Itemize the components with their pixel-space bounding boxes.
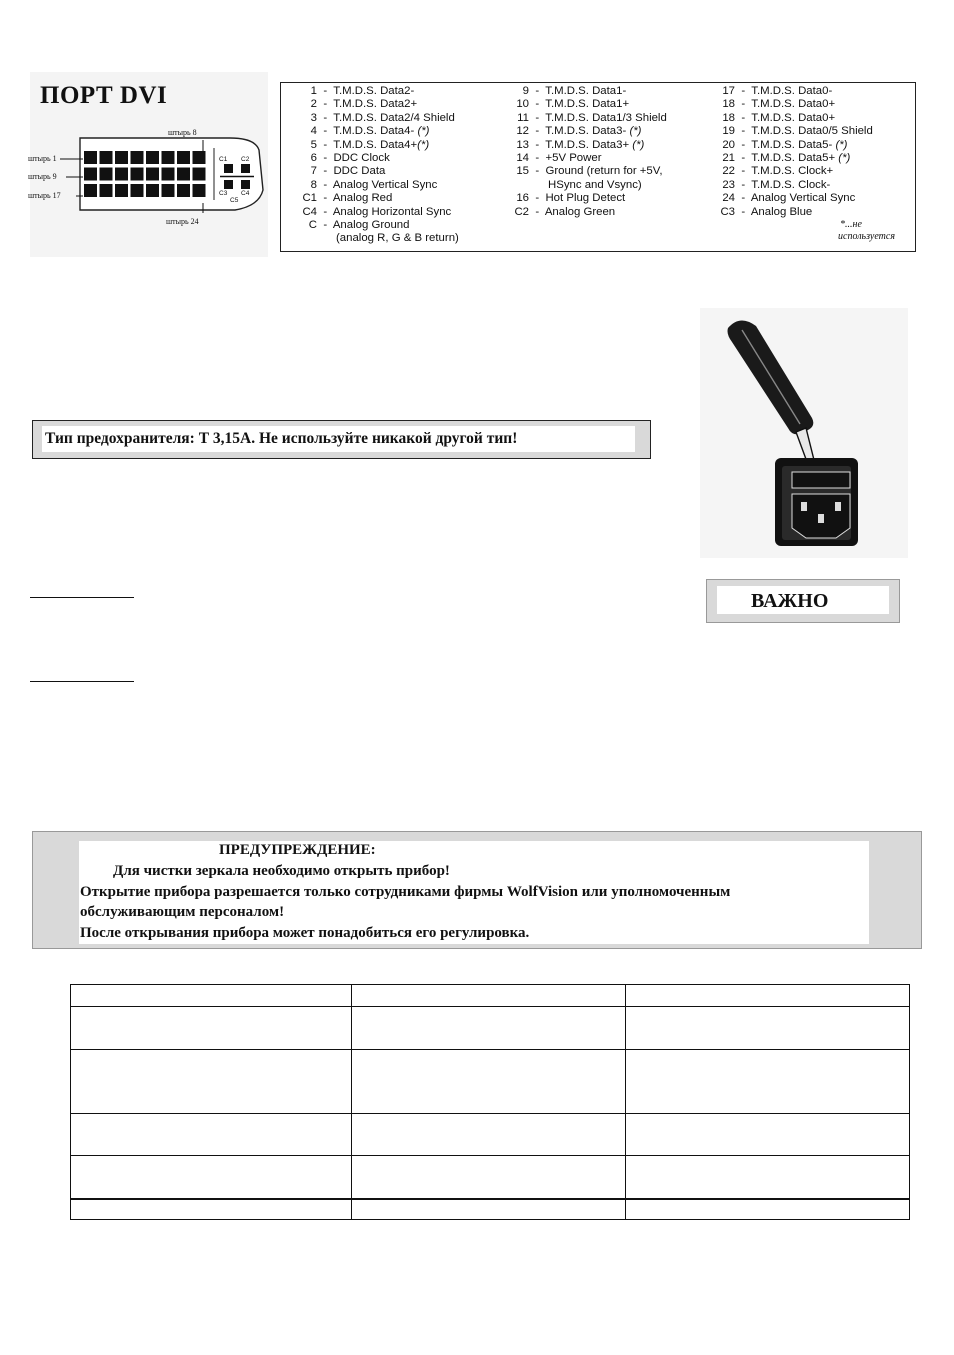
digital-pin-2	[100, 151, 113, 164]
pin-number: 17	[722, 85, 735, 97]
c3-label: C3	[219, 190, 228, 197]
pin-signal: T.M.D.S. Data3- (*)	[545, 125, 642, 138]
pin-number: 23	[722, 178, 735, 191]
pin-signal: Hot Plug Detect	[545, 192, 626, 205]
pin-row: C3 - Analog Blue	[709, 206, 873, 219]
pin-number: 19	[722, 125, 735, 138]
footnote-line-1: *...не	[840, 219, 862, 230]
analog-pin-c3	[224, 180, 233, 189]
pin-row: 23 - T.M.D.S. Clock-	[709, 179, 873, 192]
pin-number: 4	[310, 125, 317, 138]
underline-rule-1	[30, 597, 134, 598]
dvi-title: ПОРТ DVI	[40, 82, 168, 109]
pin-signal: DDC Clock	[333, 152, 390, 165]
digital-pin-18	[100, 184, 113, 197]
table-row	[71, 1114, 910, 1156]
analog-pin-c1	[224, 164, 233, 173]
pin-signal: T.M.D.S. Data2-	[333, 85, 415, 97]
pin-number: C	[308, 219, 317, 232]
pin-row: 4 - T.M.D.S. Data4- (*)	[289, 125, 459, 138]
pin-number: 7	[310, 165, 317, 178]
pin-row	[289, 232, 459, 245]
pin-number: 14	[516, 152, 529, 165]
pin-row: 11 - T.M.D.S. Data1/3 Shield	[503, 112, 667, 125]
pin-signal: T.M.D.S. Data3+ (*)	[545, 138, 645, 151]
pin-signal: T.M.D.S. Data1/3 Shield	[545, 111, 667, 124]
warning-line-1: Для чистки зеркала необходимо открыть прибор!	[113, 863, 450, 879]
underline-rule-2	[30, 681, 134, 682]
pin-signal: HSync and Vsync)	[548, 178, 642, 191]
pin-signal: Analog Red	[332, 192, 393, 205]
table-row	[71, 985, 910, 1007]
pin-row: 21 - T.M.D.S. Data5+ (*)	[709, 152, 873, 165]
pin-number: 3	[310, 111, 317, 124]
pin-signal: T.M.D.S. Data5+ (*)	[751, 152, 851, 165]
pin-signal: T.M.D.S. Data1-	[545, 85, 627, 97]
pin-row: 18 - T.M.D.S. Data0+	[709, 98, 873, 111]
pin-column-2	[503, 85, 667, 219]
pin-number: 12	[516, 125, 529, 138]
pin-signal: T.M.D.S. Data0+	[751, 98, 836, 111]
digital-pin-8	[193, 151, 206, 164]
pin-number: 11	[517, 111, 529, 124]
important-label	[706, 579, 900, 623]
digital-pin-4	[131, 151, 144, 164]
table-row	[71, 1050, 910, 1114]
fuse-notice	[32, 420, 651, 459]
warning-title: ПРЕДУПРЕЖДЕНИЕ:	[219, 842, 376, 858]
pin-row: C1 - Analog Red	[289, 192, 459, 205]
pin-signal: Analog Horizontal Sync	[332, 205, 452, 218]
pin-signal: Analog Green	[544, 205, 616, 218]
footnote	[838, 219, 895, 243]
pin-number: C3	[720, 205, 735, 218]
pin-row: 14 - +5V Power	[503, 152, 667, 165]
pin8-label: штырь 8	[168, 128, 197, 137]
pin-signal: Ground (return for +5V,	[545, 165, 663, 178]
digital-pin-19	[115, 184, 128, 197]
screwdriver-fuse-illustration	[700, 308, 908, 558]
c2-label: C2	[241, 156, 250, 163]
pin-signal: (analog R, G & B return)	[336, 232, 459, 245]
pin-signal: T.M.D.S. Data4+(*)	[333, 138, 430, 151]
pin-row	[503, 179, 667, 192]
pin-row: 7 - DDC Data	[289, 165, 459, 178]
digital-pin-17	[84, 184, 97, 197]
digital-pin-9	[84, 168, 97, 181]
pin-number: C2	[514, 205, 529, 218]
digital-pin-21	[146, 184, 159, 197]
pin-signal: T.M.D.S. Data0-	[751, 85, 833, 97]
digital-pin-15	[177, 168, 190, 181]
pin-number: 2	[310, 98, 317, 111]
pin-signal: T.M.D.S. Clock+	[751, 165, 834, 178]
c5-label: C5	[230, 197, 239, 204]
digital-pin-24	[193, 184, 206, 197]
pin-number: 24	[722, 192, 735, 205]
table-row	[71, 1199, 910, 1220]
pin-signal: T.M.D.S. Data4- (*)	[333, 125, 430, 138]
pin-number: C4	[302, 205, 317, 218]
pin1-label: штырь 1	[28, 154, 57, 163]
pin-column-1	[289, 85, 459, 246]
pin-row: 18 - T.M.D.S. Data0+	[709, 112, 873, 125]
pin-number: 1	[310, 85, 317, 97]
pin-signal: +5V Power	[545, 152, 602, 165]
dvi-pin-assignment	[280, 82, 916, 252]
pin-row: 22 - T.M.D.S. Clock+	[709, 165, 873, 178]
warning-line-4: После открывания прибора может понадобиться его регулировка.	[80, 925, 530, 941]
digital-pin-20	[131, 184, 144, 197]
pin-signal: T.M.D.S. Data2+	[333, 98, 418, 111]
pin-row: 5 - T.M.D.S. Data4+(*)	[289, 139, 459, 152]
pin9-label: штырь 9	[28, 172, 57, 181]
c1-label: C1	[219, 156, 228, 163]
analog-pin-c2	[241, 164, 250, 173]
digital-pin-1	[84, 151, 97, 164]
pin17-label: штырь 17	[28, 191, 61, 200]
screwdriver-icon	[700, 308, 908, 558]
pin-number: 22	[722, 165, 735, 178]
digital-pin-22	[162, 184, 175, 197]
pin-number: 13	[516, 138, 529, 151]
pin-signal: T.M.D.S. Data1+	[545, 98, 630, 111]
digital-pin-14	[162, 168, 175, 181]
important-text: ВАЖНО	[751, 590, 829, 612]
pin-number: 15	[516, 165, 529, 178]
pin-number: 5	[310, 138, 317, 151]
pin-number: 18	[722, 111, 735, 124]
pin24-label: штырь 24	[166, 217, 199, 226]
pin-signal: T.M.D.S. Clock-	[751, 178, 831, 191]
pin-row: 10 - T.M.D.S. Data1+	[503, 98, 667, 111]
digital-pin-7	[177, 151, 190, 164]
pin-row: 17 - T.M.D.S. Data0-	[709, 85, 873, 98]
pin-row: 24 - Analog Vertical Sync	[709, 192, 873, 205]
pin-signal: T.M.D.S. Data5- (*)	[751, 138, 848, 151]
pin-number: 18	[722, 98, 735, 111]
footnote-line-2: используется	[838, 231, 895, 242]
pin-signal: Analog Vertical Sync	[750, 192, 856, 205]
pin-row: 3 - T.M.D.S. Data2/4 Shield	[289, 112, 459, 125]
digital-pin-11	[115, 168, 128, 181]
pin-number: 6	[310, 152, 317, 165]
pin-row: C - Analog Ground	[289, 219, 459, 232]
pin-row: 19 - T.M.D.S. Data0/5 Shield	[709, 125, 873, 138]
pin-number: 8	[310, 178, 317, 191]
digital-pin-6	[162, 151, 175, 164]
pin-signal: Analog Ground	[332, 219, 410, 232]
pin-number: 9	[522, 85, 529, 97]
pin-row: C2 - Analog Green	[503, 206, 667, 219]
pin-row: 2 - T.M.D.S. Data2+	[289, 98, 459, 111]
pin-row: 6 - DDC Clock	[289, 152, 459, 165]
empty-table	[70, 984, 910, 1220]
pin-row: 8 - Analog Vertical Sync	[289, 179, 459, 192]
pin-number: 16	[516, 192, 529, 205]
pin-row: 16 - Hot Plug Detect	[503, 192, 667, 205]
digital-pin-3	[115, 151, 128, 164]
pin-signal: T.M.D.S. Data0/5 Shield	[751, 125, 873, 138]
c4-label: C4	[241, 190, 250, 197]
pin-signal: DDC Data	[333, 165, 386, 178]
pin-row: 15 - Ground (return for +5V,	[503, 165, 667, 178]
pin-number: C1	[302, 192, 317, 205]
dvi-connector-panel	[30, 72, 268, 257]
pin-row: 20 - T.M.D.S. Data5- (*)	[709, 139, 873, 152]
warning-line-2: Открытие прибора разрешается только сотрудниками фирмы WolfVision или уполномоченным	[80, 884, 731, 900]
pin-row: C4 - Analog Horizontal Sync	[289, 206, 459, 219]
pin-row: 1 - T.M.D.S. Data2-	[289, 85, 459, 98]
pin-signal: Analog Blue	[750, 205, 813, 218]
fuse-notice-text: Тип предохранителя: Т 3,15А. Не используйте никакой другой тип!	[45, 430, 518, 447]
pin-row: 9 - T.M.D.S. Data1-	[503, 85, 667, 98]
pin-signal: Analog Vertical Sync	[332, 178, 438, 191]
pin-row: 13 - T.M.D.S. Data3+ (*)	[503, 139, 667, 152]
pin-column-3	[709, 85, 873, 219]
pin-number: 20	[722, 138, 735, 151]
pin-number: 21	[722, 152, 735, 165]
digital-pin-13	[146, 168, 159, 181]
warning-box	[32, 831, 922, 949]
table-row	[71, 1156, 910, 1199]
pin-number: 10	[516, 98, 529, 111]
warning-line-3: обслуживающим персоналом!	[80, 904, 285, 920]
digital-pin-23	[177, 184, 190, 197]
pin-row: 12 - T.M.D.S. Data3- (*)	[503, 125, 667, 138]
digital-pin-5	[146, 151, 159, 164]
table-row	[71, 1007, 910, 1050]
pin-signal: T.M.D.S. Data2/4 Shield	[333, 111, 455, 124]
pin-signal: T.M.D.S. Data0+	[751, 111, 836, 124]
digital-pin-12	[131, 168, 144, 181]
analog-pin-c4	[241, 180, 250, 189]
digital-pin-10	[100, 168, 113, 181]
dvi-connector-diagram	[30, 72, 268, 257]
digital-pin-16	[193, 168, 206, 181]
